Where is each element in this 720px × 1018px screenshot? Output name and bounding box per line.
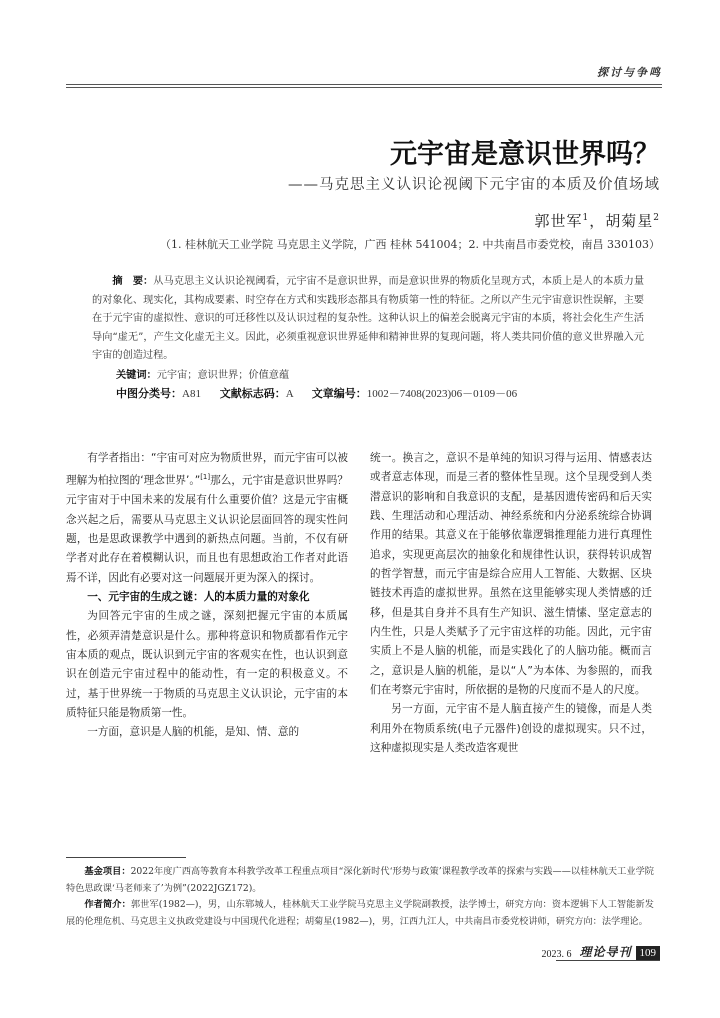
author-separator: ， — [589, 212, 606, 230]
body-paragraph: 一方面，意识是人脑的机能，是知、情、意的 — [87, 726, 300, 739]
article-no-value: 1002－7408(2023)06－0109－06 — [366, 388, 518, 400]
clc-value: A81 — [182, 388, 201, 400]
author-note — [66, 897, 654, 930]
keywords-label: 关键词： — [116, 368, 157, 381]
classification-line — [116, 385, 644, 404]
page-number: 109 — [636, 946, 661, 960]
body-column-left — [66, 449, 348, 743]
fund-text: 2022年度广西高等教育本科教学改革工程重点项目“深化新时代‘形势与政策’课程教学改革的探索与实践——以桂林航天工业学院特色思政课‘马老师来了’为例”(2022JGZ172)。 — [66, 866, 654, 894]
article-no-label: 文章编号： — [311, 388, 367, 400]
doc-code-value: A — [285, 388, 294, 400]
affiliations: （1. 桂林航天工业学院 马克思主义学院，广西 桂林 541004；2. 中共南昌市委党校，南昌 330103） — [160, 238, 660, 251]
article-subtitle: ——马克思主义认识论视阈下元宇宙的本质及价值场域 — [288, 177, 660, 193]
issue-number: 2023. 6 — [541, 949, 572, 960]
body-column-right — [370, 449, 652, 759]
body-paragraph: 为回答元宇宙的生成之谜，深刻把握元宇宙的本质属性，必须弄清楚意识是什么。那种将意识和物质都看作元宇宙本质的观点，既认识到元宇宙的客观实在性，也认识到意识在创造元宇宙过程中的能动性，有一定的积极意义。不过，基于世界统一于物质的马克思主义认识论，元宇宙的本质特征只能是物质第一性。 — [66, 610, 348, 719]
fund-note — [66, 864, 654, 897]
page-footer — [541, 940, 660, 960]
keywords — [116, 366, 644, 386]
author-name: 郭世军 — [534, 212, 583, 230]
keywords-text: 元宇宙；意识世界；价值意蕴 — [156, 369, 290, 381]
author-affiliation-marker: 2 — [653, 213, 660, 223]
body-text: 有学者指出：“宇宙可对应为物质世界，而元宇宙可以被理解为柏拉图的‘理念世界’。” — [66, 452, 348, 487]
author-name: 胡菊星 — [605, 212, 654, 230]
abstract-text: 从马克思主义认识论视阈看，元宇宙不是意识世界，而是意识世界的物质化呈现方式，本质上是人的本质力量的对象化、现实化，其构成要素、时空存在方式和实践形态都具有物质第一性的特征。之所以产生元宇宙意识性误解，主要在于元宇宙的虚拟性、意识的可迁移性以及认识过程的复杂性。这种认识上的偏差会脱离元宇宙的本质，将社会化生产生活导向“虚无”，产生文化虚无主义。因此，必须重视意识世界延伸和精神世界的复现问题，将人类共同价值的意义世界融入元宇宙的创造过程。 — [92, 276, 645, 361]
journal-name: 理论导刊 — [579, 945, 632, 959]
header-rule-double — [66, 87, 662, 88]
header-rule — [66, 84, 662, 85]
footer-rule — [556, 960, 660, 961]
section-heading: 一、元宇宙的生成之谜：人的本质力量的对象化 — [87, 590, 310, 603]
abstract-label: 摘 要： — [112, 275, 154, 287]
body-paragraph: 另一方面，元宇宙不是人脑直接产生的镜像，而是人类利用外在物质系统(电子元器件)创设的虚拟现实。只不过，这种虚拟现实是人类改造客观世 — [370, 703, 652, 755]
fund-label: 基金项目： — [84, 866, 131, 877]
author-bio-text: 郭世军(1982—)，男，山东郓城人，桂林航天工业学院马克思主义学院副教授，法学博士，研究方向：资本逻辑下人工智能新发展的伦理危机、马克思主义执政党建设与中国现代化进程；胡菊星(1982—)，男，江西九江人，中共南昌市委党校讲师，研究方向：法学理论。 — [66, 899, 654, 927]
body-paragraph: 统一。换言之，意识不是单纯的知识习得与运用、情感表达或者意志体现，而是三者的整体性呈现。这个呈现受到人类潜意识的影响和自我意识的支配，是基因遗传密码和后天实践、生理活动和心理活动、神经系统和内分泌系统综合协调作用的结果。其意义在于能够依靠逻辑推理能力进行真理性追求，实现更高层次的抽象化和规律性认识，获得转识成智的哲学智慧，而元宇宙是综合应用人工智能、大数据、区块链技术再造的虚拟世界。虽然在这里能够实现人类情感的迁移，但是其自身并不具有生产知识、滋生情愫、坚定意志的内生性，只是人类赋予了元宇宙这样的功能。因此，元宇宙实质上不是人脑的机能，而是实践化了的人脑功能。概而言之，意识是人脑的机能，是以“人”为本体、为参照的，而我们在考察元宇宙时，所依据的是物的尺度而不是人的尺度。 — [370, 452, 652, 697]
clc-label: 中图分类号： — [116, 388, 182, 400]
doc-code-label: 文献标志码： — [219, 388, 286, 400]
body-text: 那么，元宇宙是意识世界吗？元宇宙对于中国未来的发展有什么重要价值？这是元宇宙概念兴起之后，需要从马克思主义认识论层面回答的现实性问题，也是思政课教学中遇到的新热点问题。当前，不仅有研学者对此存在着模糊认识，而且也有思想政治工作者对此语焉不详，因此有必要对这一问题展开更为深入的探讨。 — [66, 474, 348, 584]
footnotes — [66, 864, 654, 930]
citation-ref: [1] — [200, 473, 211, 482]
column-tag: 探讨与争鸣 — [597, 66, 662, 79]
body-paragraph — [66, 449, 348, 588]
abstract — [92, 272, 644, 366]
author-affiliation-marker: 1 — [582, 213, 590, 223]
article-title: 元宇宙是意识世界吗？ — [390, 139, 660, 170]
footnote-rule — [66, 857, 186, 858]
author-bio-label: 作者简介： — [84, 899, 131, 910]
abstract-block — [92, 272, 644, 404]
author-line — [534, 210, 660, 231]
